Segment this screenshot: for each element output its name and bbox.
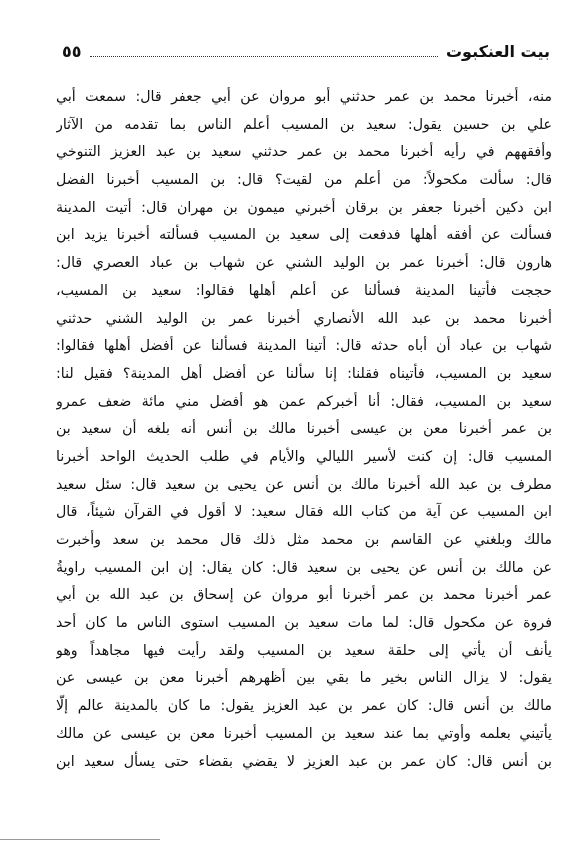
- text-line: قال: سألت مكحولاً: من أعلم من لقيت؟ قال: بن المسيب أخبرنا الفضل: [56, 172, 552, 189]
- text-line: منه، أخبرنا محمد بن عمر حدثني أبو مروان عن أبي جعفر قال: سمعت أبي: [56, 89, 552, 105]
- text-line: مطرف بن عبد الله أخبرنا مالك بن أنس عن يحيى بن سعيد قال: سئل سعيد: [56, 476, 552, 493]
- text-line: مالك بن أنس قال: كان عمر بن عبد العزيز يقول: ما كان بالمدينة عالم إلّا: [56, 698, 552, 715]
- bottom-divider: [0, 839, 160, 840]
- page-number: ٥٥: [62, 42, 82, 61]
- text-line: يقول: لا يزال الناس بخير ما بقي بين أظهرهم أخبرنا معن بن عيسى عن: [56, 670, 552, 687]
- text-line: عمر أخبرنا محمد بن عمر أخبرنا أبو مروان عن إسحاق بن عبد الله بن أبي: [56, 587, 552, 604]
- text-line: المسيب قال: إن كنت لأسير الليالي والأيام في طلب الحديث الواحد أخبرنا: [56, 448, 552, 465]
- text-line: يأتيني بعلمه وأوتي بما عند سعيد بن المسيب أخبرنا معن بن عيسى عن مالك: [56, 725, 552, 742]
- text-line: ابن دكين أخبرنا جعفر بن برقان أخبرني ميمون بن مهران قال: أتيت المدينة: [56, 199, 552, 216]
- text-line: أخبرنا محمد بن عبد الله الأنصاري أخبرنا عمر بن الوليد الشني حدثني: [56, 310, 552, 327]
- running-header: [62, 36, 550, 62]
- text-line: بن أنس قال: كان عمر بن عبد العزيز لا يقضي بقضاء حتى يسأل سعيد ابن: [56, 753, 552, 770]
- header-dotted-leader: [90, 56, 438, 57]
- body-text: [56, 84, 552, 776]
- chapter-title: بيت العنكبوت: [445, 42, 550, 61]
- text-line: هارون قال: أخبرنا عمر بن الوليد الشني عن شهاب بن عباد العصري قال:: [56, 255, 552, 272]
- text-line: حججت فأتينا المدينة فسألنا عن أعلم أهلها فقالوا: سعيد بن المسيب،: [56, 282, 552, 299]
- text-line: مالك وبلغني عن القاسم بن محمد مثل ذلك قال محمد بن سعد وأخبرت: [56, 532, 552, 548]
- text-line: وأفقههم في رأيه أخبرنا محمد بن عمر حدثني سعيد بن عبد العزيز التنوخي: [56, 144, 552, 161]
- text-line: شهاب بن عباد أن أباه حدثه قال: أتينا المدينة فسألنا عن أفضل أهلها فقالوا:: [56, 338, 552, 355]
- text-line: بن عمر أخبرنا معن بن عيسى أخبرنا مالك بن أنس أنه بلغه أن سعيد بن: [56, 421, 552, 438]
- text-line: سعيد بن المسيب، فأتيناه فقلنا: إنا سألنا عن أفضل أهل المدينة؟ فقيل لنا:: [56, 365, 552, 382]
- text-line: سعيد بن المسيب، فقال: أنا أخبركم عمن هو أفضل مني مائة ضعف عمرو: [56, 393, 552, 410]
- text-line: علي بن حسين يقول: سعيد بن المسيب أعلم الناس بما تقدمه من الآثار: [56, 116, 552, 133]
- text-line: ابن المسيب عن آية من كتاب الله فقال سعيد: لا أقول في القرآن شيئاً، قال: [56, 504, 552, 521]
- text-line: فروة عن مكحول قال: لما مات سعيد بن المسيب استوى الناس ما كان أحد: [56, 615, 552, 632]
- text-line: فسألت عن أفقه أهلها فدفعت إلى سعيد بن المسيب فسألته أخبرنا يزيد ابن: [56, 227, 552, 244]
- text-line: يأنف أن يأتي إلى حلقة سعيد بن المسيب ولقد رأيت فيها مجاهداً وهو: [56, 642, 552, 659]
- text-line: عن مالك بن أنس عن يحيى بن سعيد قال: كان يقال: إن ابن المسيب راويةُ: [56, 559, 552, 576]
